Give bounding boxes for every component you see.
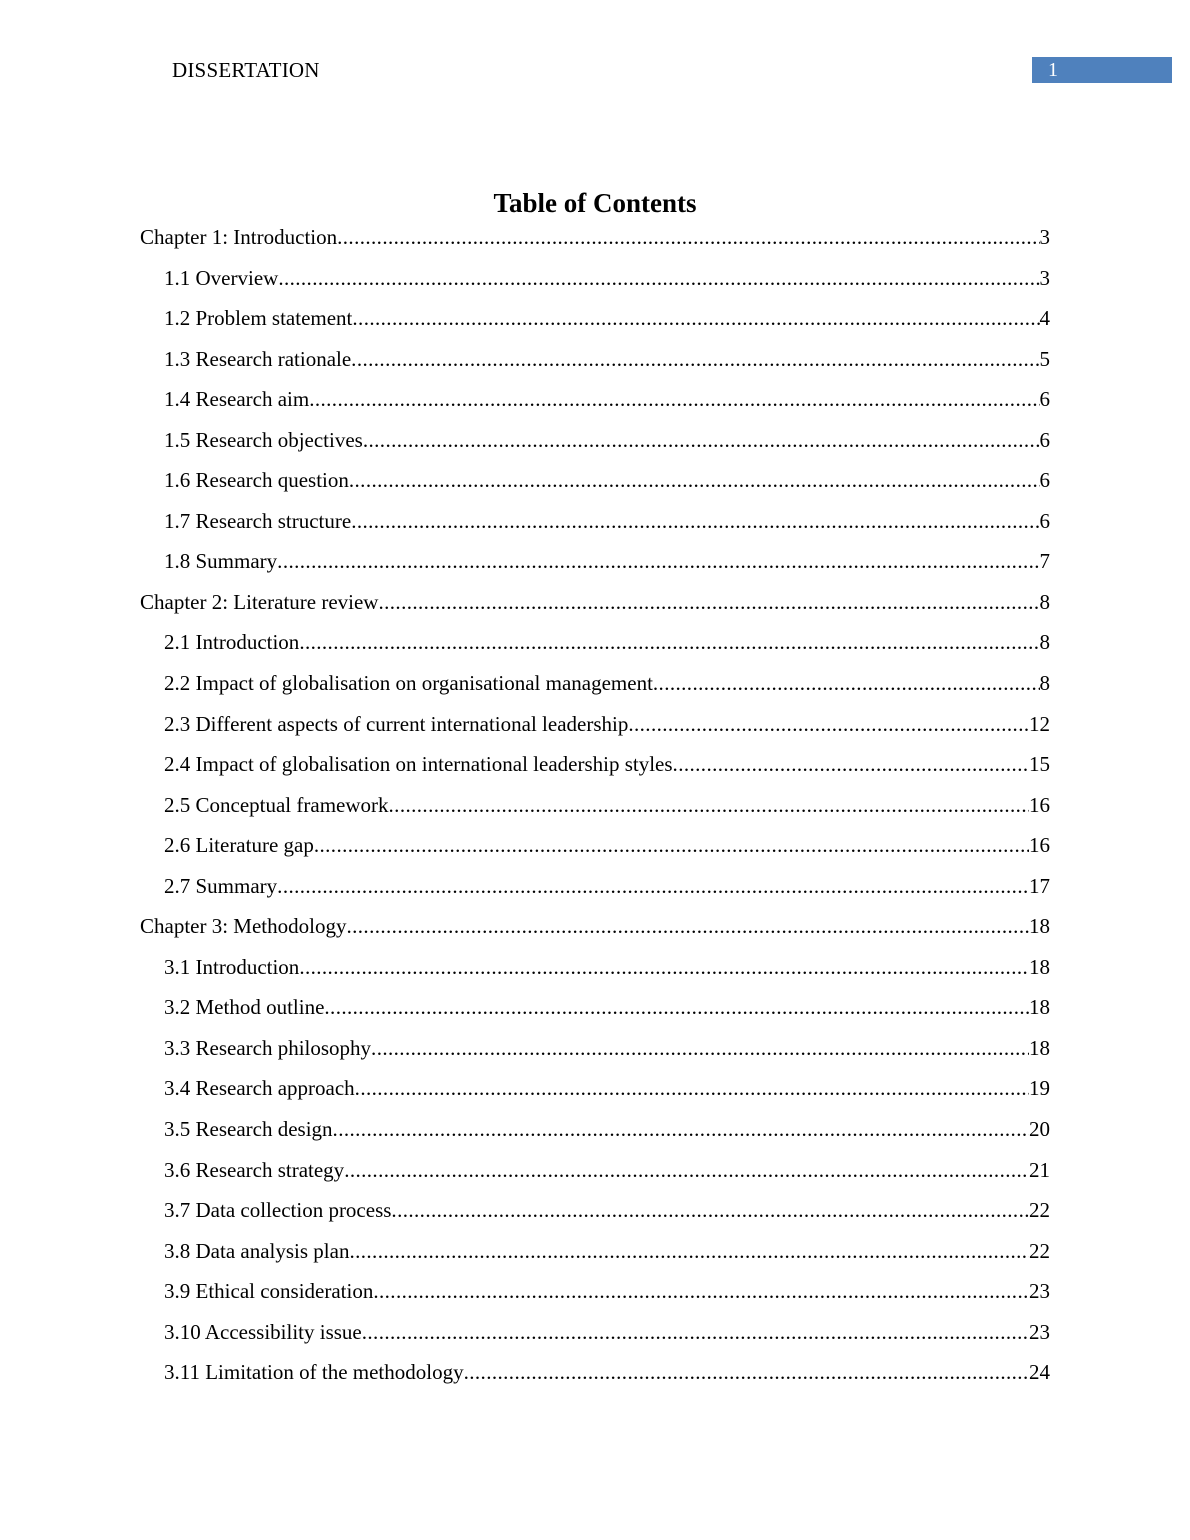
toc-dot-leader — [277, 870, 1029, 902]
toc-entry-page-number: 3 — [1039, 225, 1050, 249]
toc-dot-leader — [373, 1275, 1029, 1307]
toc-entry-title: 1.4 Research aim — [164, 387, 310, 412]
toc-entry[interactable] — [140, 302, 1050, 343]
toc-entry-title: 3.7 Data collection process — [164, 1198, 392, 1223]
toc-entry[interactable] — [140, 505, 1050, 546]
toc-entry[interactable] — [140, 626, 1050, 667]
toc-entry-title: 1.1 Overview — [164, 265, 279, 290]
toc-entry[interactable] — [140, 748, 1050, 789]
toc-entry[interactable] — [140, 1072, 1050, 1113]
toc-entry[interactable] — [140, 708, 1050, 749]
toc-entry-title: 3.11 Limitation of the methodology — [164, 1360, 464, 1385]
page-number: 1 — [1048, 59, 1058, 81]
toc-entry[interactable] — [140, 951, 1050, 992]
toc-entry-title: 1.7 Research structure — [164, 508, 352, 533]
toc-entry-page-number: 16 — [1029, 833, 1050, 858]
toc-dot-leader — [324, 991, 1029, 1023]
toc-dot-leader — [363, 424, 1040, 456]
toc-entry-page-number: 23 — [1029, 1319, 1050, 1344]
toc-entry[interactable] — [140, 1194, 1050, 1235]
toc-heading: Table of Contents — [493, 188, 697, 218]
toc-entry-page-number: 15 — [1029, 752, 1050, 777]
toc-dot-leader — [673, 748, 1029, 780]
toc-entry-page-number: 20 — [1029, 1117, 1050, 1142]
toc-entry-title: 2.5 Conceptual framework — [164, 792, 389, 817]
toc-entry-page-number: 16 — [1029, 792, 1050, 817]
toc-entry-title: 1.3 Research rationale — [164, 346, 352, 371]
toc-entry-title: 3.9 Ethical consideration — [164, 1279, 374, 1304]
toc-entry-title: 2.7 Summary — [164, 873, 278, 898]
toc-entry-title: 3.10 Accessibility issue — [164, 1319, 362, 1344]
toc-entry-title: Chapter 3: Methodology — [140, 914, 347, 939]
toc-entry-page-number: 8 — [1039, 630, 1050, 655]
toc-dot-leader — [464, 1356, 1029, 1388]
toc-dot-leader — [278, 262, 1039, 294]
toc-entry[interactable] — [140, 545, 1050, 586]
toc-entry-title: 1.6 Research question — [164, 468, 349, 493]
toc-dot-leader — [349, 464, 1040, 496]
toc-entry-page-number: 5 — [1039, 346, 1050, 371]
toc-entry[interactable] — [140, 1316, 1050, 1357]
toc-entry-title: 1.8 Summary — [164, 549, 278, 574]
toc-entry-title: 3.8 Data analysis plan — [164, 1238, 350, 1263]
toc-entry[interactable] — [140, 667, 1050, 708]
toc-entry-page-number: 4 — [1039, 306, 1050, 331]
toc-entry-title: 3.6 Research strategy — [164, 1157, 345, 1182]
toc-dot-leader — [337, 221, 1039, 253]
toc-entry-page-number: 23 — [1029, 1279, 1050, 1304]
toc-entry-title: 2.3 Different aspects of current international leadership — [164, 711, 629, 736]
toc-entry[interactable] — [140, 829, 1050, 870]
toc-entry-page-number: 7 — [1039, 549, 1050, 574]
toc-dot-leader — [351, 505, 1039, 537]
toc-entry-page-number: 6 — [1039, 427, 1050, 452]
toc-dot-leader — [349, 1235, 1029, 1267]
toc-entry[interactable] — [140, 1113, 1050, 1154]
toc-dot-leader — [346, 910, 1029, 942]
toc-entry-page-number: 6 — [1039, 468, 1050, 493]
running-header-title: DISSERTATION — [172, 58, 320, 82]
toc-entry-page-number: 3 — [1039, 265, 1050, 290]
toc-entry-title: 2.4 Impact of globalisation on international leadership styles — [164, 752, 673, 777]
toc-entry-title: 3.1 Introduction — [164, 954, 300, 979]
toc-entry-title: 2.2 Impact of globalisation on organisational management — [164, 671, 653, 696]
toc-entry-title: 1.5 Research objectives — [164, 427, 363, 452]
toc-entry-page-number: 8 — [1039, 671, 1050, 696]
toc-dot-leader — [351, 343, 1039, 375]
toc-entry[interactable] — [140, 262, 1050, 303]
toc-entry-title: Chapter 2: Literature review — [140, 589, 379, 614]
toc-dot-leader — [333, 1113, 1029, 1145]
toc-entry-page-number: 22 — [1029, 1238, 1050, 1263]
toc-entry[interactable] — [140, 343, 1050, 384]
toc-entry-title: 3.4 Research approach — [164, 1076, 355, 1101]
toc-entry-title: 3.5 Research design — [164, 1117, 333, 1142]
toc-entry-title: 1.2 Problem statement — [164, 306, 353, 331]
toc-entry-page-number: 24 — [1029, 1360, 1050, 1385]
toc-entry[interactable] — [140, 586, 1050, 627]
toc-entry[interactable] — [140, 870, 1050, 911]
toc-entry-page-number: 22 — [1029, 1198, 1050, 1223]
toc-dot-leader — [378, 586, 1039, 618]
toc-entry[interactable] — [140, 910, 1050, 951]
toc-dot-leader — [355, 1072, 1029, 1104]
toc-entry-page-number: 21 — [1029, 1157, 1050, 1182]
toc-entry[interactable] — [140, 383, 1050, 424]
table-of-contents — [140, 221, 1050, 1397]
toc-dot-leader — [344, 1154, 1029, 1186]
toc-entry[interactable] — [140, 1235, 1050, 1276]
toc-entry-page-number: 12 — [1029, 711, 1050, 736]
toc-entry-page-number: 17 — [1029, 873, 1050, 898]
toc-entry-title: 3.3 Research philosophy — [164, 1035, 372, 1060]
toc-entry[interactable] — [140, 464, 1050, 505]
toc-entry-title: Chapter 1: Introduction — [140, 225, 338, 249]
toc-dot-leader — [653, 667, 1040, 699]
toc-entry-title: 2.6 Literature gap — [164, 833, 314, 858]
toc-entry[interactable] — [140, 1356, 1050, 1397]
toc-dot-leader — [299, 951, 1029, 983]
toc-entry-page-number: 8 — [1039, 589, 1050, 614]
toc-entry[interactable] — [140, 1275, 1050, 1316]
toc-entry-page-number: 19 — [1029, 1076, 1050, 1101]
toc-entry-page-number: 6 — [1039, 387, 1050, 412]
page-number-badge — [1032, 57, 1172, 83]
toc-dot-leader — [362, 1316, 1029, 1348]
toc-dot-leader — [277, 545, 1039, 577]
toc-entry-page-number: 18 — [1029, 995, 1050, 1020]
toc-entry[interactable] — [140, 789, 1050, 830]
toc-entry-title: 2.1 Introduction — [164, 630, 300, 655]
toc-entry[interactable] — [140, 991, 1050, 1032]
toc-entry[interactable] — [140, 1032, 1050, 1073]
toc-dot-leader — [352, 302, 1039, 334]
toc-dot-leader — [391, 1194, 1029, 1226]
toc-entry[interactable] — [140, 221, 1050, 262]
toc-entry-page-number: 18 — [1029, 1035, 1050, 1060]
toc-entry-title: 3.2 Method outline — [164, 995, 325, 1020]
toc-entry-page-number: 6 — [1039, 508, 1050, 533]
toc-entry-page-number: 18 — [1029, 914, 1050, 939]
toc-entry[interactable] — [140, 1154, 1050, 1195]
toc-entry-page-number: 18 — [1029, 954, 1050, 979]
toc-entry[interactable] — [140, 424, 1050, 465]
toc-dot-leader — [371, 1032, 1029, 1064]
toc-dot-leader — [628, 708, 1029, 740]
toc-dot-leader — [314, 829, 1029, 861]
toc-dot-leader — [299, 626, 1039, 658]
toc-dot-leader — [389, 789, 1029, 821]
toc-dot-leader — [309, 383, 1039, 415]
